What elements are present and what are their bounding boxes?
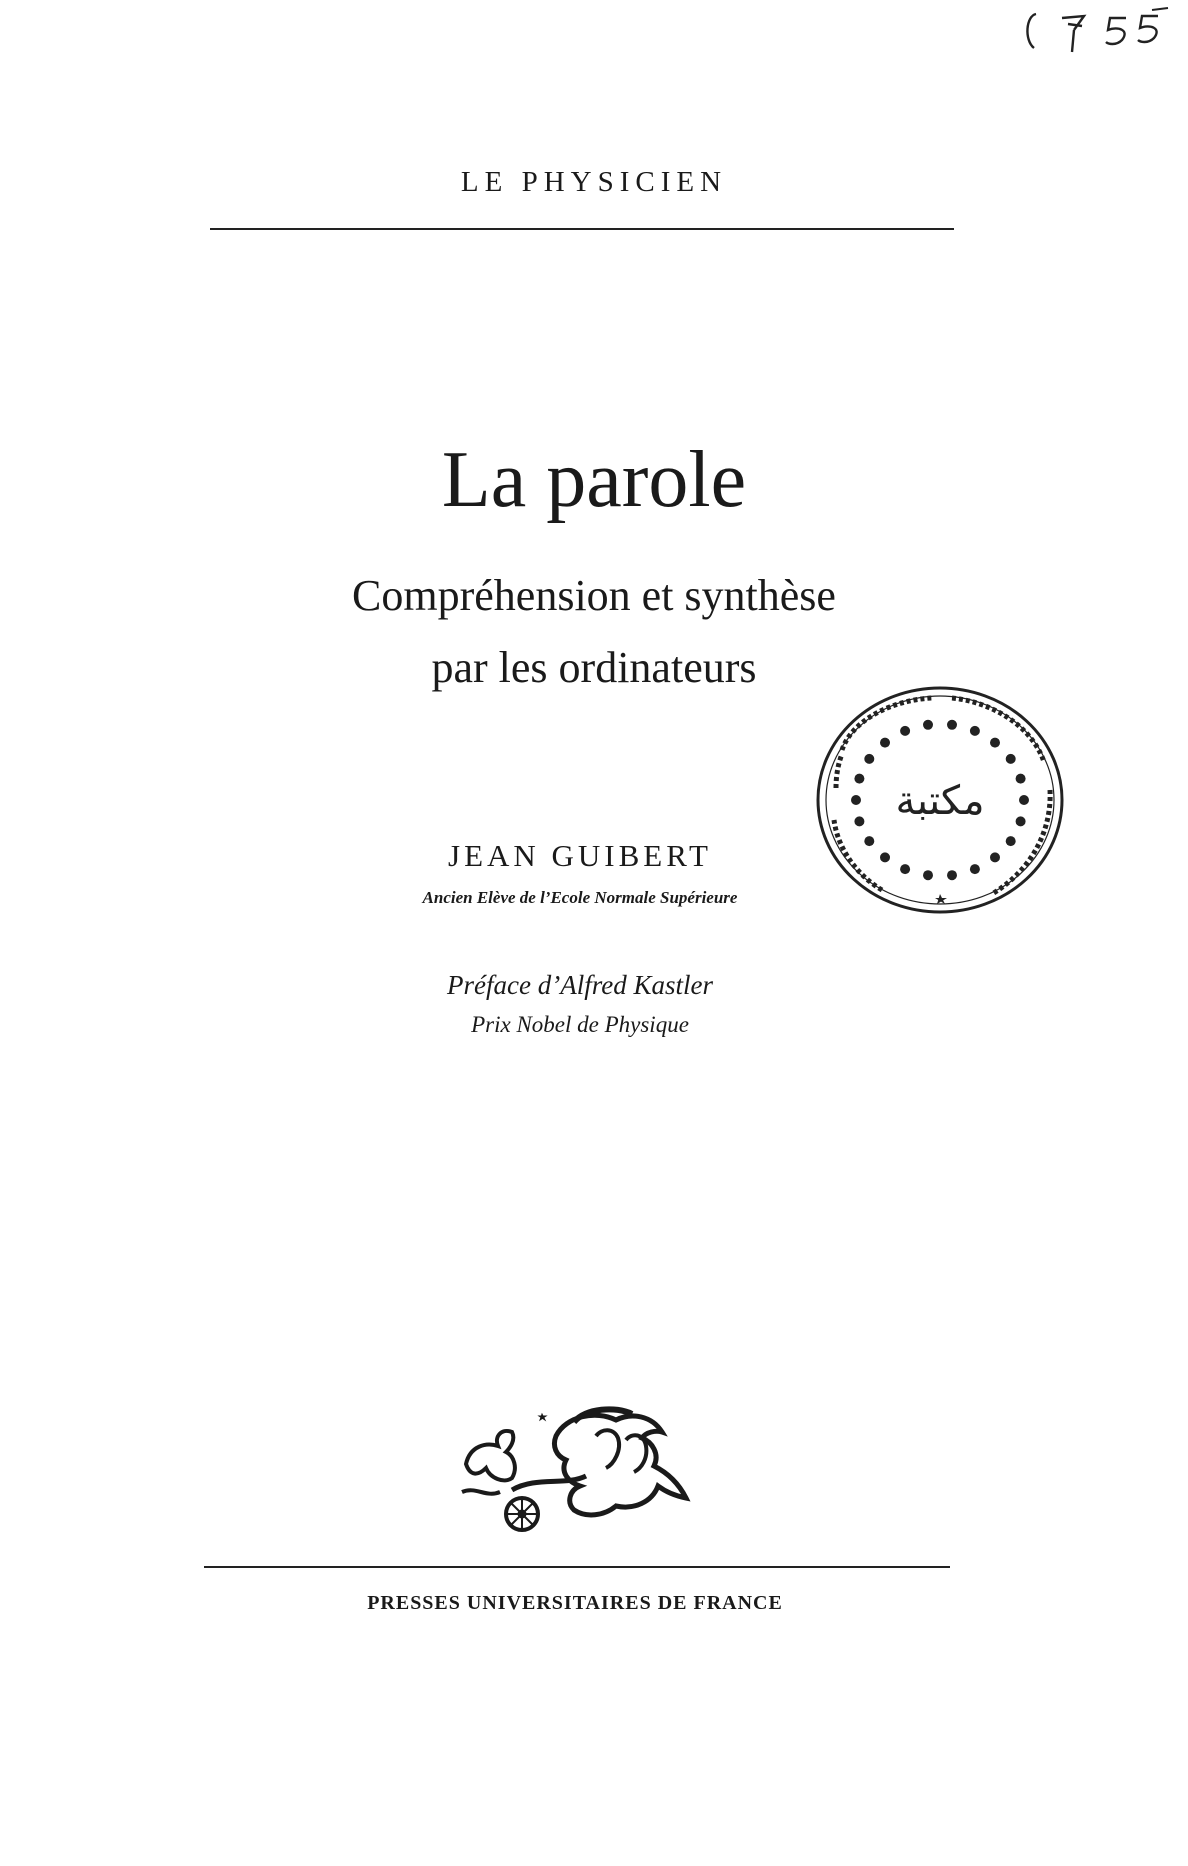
stamp-dot <box>990 738 1000 748</box>
stamp-dot <box>1016 774 1026 784</box>
handwritten-note-icon <box>1018 4 1178 60</box>
stamp-dot <box>970 726 980 736</box>
stamp-dot <box>851 795 861 805</box>
stamp-dot <box>1016 816 1026 826</box>
stamp-dot <box>880 738 890 748</box>
stamp-dot <box>1019 795 1029 805</box>
bottom-divider <box>204 1566 950 1568</box>
chariot-emblem-icon <box>456 1406 696 1538</box>
book-title: La parole <box>441 436 747 524</box>
preface-credit: Préface d’Alfred Kastler <box>447 970 713 1000</box>
stamp-text: مكتبة <box>895 778 985 824</box>
stamp-dot <box>864 754 874 764</box>
stamp-dot <box>1006 754 1016 764</box>
stamp-dot <box>854 774 864 784</box>
stamp-dot <box>923 720 933 730</box>
series-title: LE PHYSICIEN <box>460 166 728 198</box>
stamp-dot <box>854 816 864 826</box>
library-stamp-icon <box>812 680 1068 920</box>
stamp-dot <box>947 720 957 730</box>
publisher-name: PRESSES UNIVERSITAIRES DE FRANCE <box>367 1592 783 1614</box>
subtitle-line-1: Compréhension et synthèse <box>352 571 836 620</box>
preface-award: Prix Nobel de Physique <box>471 1012 689 1037</box>
top-divider <box>210 228 954 230</box>
author-name: JEAN GUIBERT <box>448 838 712 873</box>
author-description: Ancien Elève de l’Ecole Normale Supérieure <box>422 888 738 907</box>
stamp-dot <box>900 726 910 736</box>
subtitle-line-2: par les ordinateurs <box>431 643 757 692</box>
